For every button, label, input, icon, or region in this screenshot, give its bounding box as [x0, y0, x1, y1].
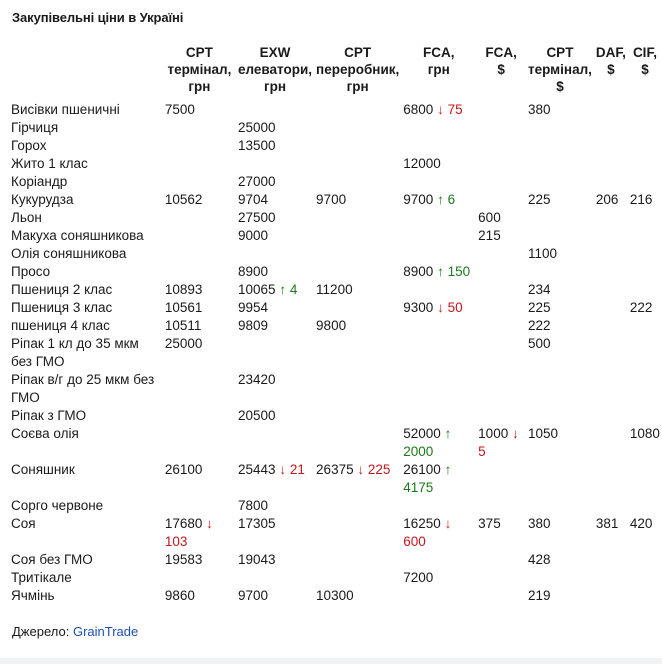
commodity-name: Ріпак 1 кл до 35 мкм без ГМО [11, 336, 139, 369]
commodity-name: Висівки пшеничні [11, 102, 120, 117]
commodity-name: Жито 1 клас [11, 156, 88, 171]
price-cell [594, 263, 628, 281]
price-cell [628, 317, 662, 335]
price-cell [476, 371, 526, 407]
price-cell [526, 371, 594, 407]
header-col-8: CIF, $ [632, 45, 657, 77]
cell-value: 52000 [403, 426, 445, 441]
header-col-6: CPT термінал, $ [527, 45, 592, 94]
table-row [8, 425, 662, 461]
price-cell: 9000 [238, 228, 269, 243]
price-cell [401, 137, 476, 155]
price-cell: 206 [595, 192, 619, 207]
price-cell: 7200 [403, 570, 434, 585]
prices-table [8, 44, 662, 605]
price-cell [401, 209, 476, 227]
price-cell [314, 173, 401, 191]
price-cell [526, 209, 594, 227]
price-cell [594, 227, 628, 245]
price-cell [314, 263, 401, 281]
header-col-7: DAF, $ [595, 45, 626, 77]
price-cell [163, 515, 236, 551]
price-cell [236, 569, 314, 587]
commodity-name: Соя без ГМО [11, 552, 93, 567]
price-cell [401, 515, 476, 551]
price-cell [401, 281, 476, 299]
price-cell: 9704 [238, 192, 269, 207]
table-body [8, 101, 662, 605]
price-cell [476, 281, 526, 299]
price-cell [628, 407, 662, 425]
price-cell [401, 551, 476, 569]
price-cell: 380 [527, 102, 551, 117]
price-cell [314, 497, 401, 515]
source-line [12, 624, 138, 639]
table-row [8, 569, 662, 587]
price-cell [163, 425, 236, 461]
price-cell [526, 407, 594, 425]
price-cell [314, 551, 401, 569]
price-cell: 11200 [316, 282, 353, 297]
cell-value: 17680 [164, 516, 207, 531]
price-cell [401, 101, 476, 119]
price-cell: 10511 [164, 318, 202, 333]
price-cell: 219 [527, 588, 551, 603]
price-cell [628, 101, 662, 119]
price-cell [314, 101, 401, 119]
commodity-name: Олія соняшникова [11, 246, 127, 261]
commodity-name: Сорго червоне [11, 498, 104, 513]
price-cell [628, 245, 662, 263]
table-row [8, 137, 662, 155]
table-row [8, 407, 662, 425]
price-cell [163, 227, 236, 245]
table-row [8, 299, 662, 317]
price-cell [594, 101, 628, 119]
price-cell [314, 569, 401, 587]
price-cell: 25000 [238, 120, 276, 135]
table-row [8, 461, 662, 497]
table-row [8, 227, 662, 245]
price-cell: 9954 [238, 300, 269, 315]
commodity-name: Макуха соняшникова [11, 228, 144, 243]
change-up: ↑ 2000 [403, 426, 452, 459]
price-cell: 9860 [164, 588, 195, 603]
price-cell [314, 209, 401, 227]
price-cell [628, 263, 662, 281]
price-cell [628, 209, 662, 227]
change-down: ↓ 103 [164, 516, 213, 549]
price-cell: 7800 [238, 498, 269, 513]
price-cell [628, 587, 662, 605]
price-cell [401, 407, 476, 425]
price-cell [314, 155, 401, 173]
price-cell [476, 569, 526, 587]
price-cell [594, 155, 628, 173]
price-cell [628, 227, 662, 245]
price-cell [163, 245, 236, 263]
commodity-name: Кукурудза [11, 192, 74, 207]
price-cell [594, 245, 628, 263]
price-cell [594, 371, 628, 407]
price-cell [314, 371, 401, 407]
cell-value: 25443 [238, 462, 280, 477]
change-up: ↑ 6 [437, 192, 456, 207]
price-cell [236, 155, 314, 173]
change-up: ↑ 4175 [403, 462, 452, 495]
change-down: ↓ 21 [279, 462, 305, 477]
price-cell [476, 137, 526, 155]
price-cell [628, 281, 662, 299]
commodity-name: Соя [11, 516, 36, 531]
header-col-2: EXW елеватори, грн [238, 45, 313, 94]
price-cell [594, 335, 628, 371]
price-cell [163, 497, 236, 515]
price-cell [401, 587, 476, 605]
price-cell [476, 425, 526, 461]
price-cell [401, 245, 476, 263]
price-cell [476, 317, 526, 335]
table-row [8, 281, 662, 299]
price-cell [314, 245, 401, 263]
price-cell [526, 173, 594, 191]
header-name [8, 44, 163, 101]
change-down: ↓ 5 [478, 426, 519, 459]
price-cell [401, 191, 476, 209]
price-cell [594, 119, 628, 137]
cell-value: 1000 [478, 426, 512, 441]
price-cell [526, 497, 594, 515]
header-col-1: CPT термінал, грн [167, 45, 232, 94]
page-title: Закупівельні ціни в Україні [12, 10, 184, 25]
price-cell: 10562 [164, 192, 203, 207]
price-cell [163, 137, 236, 155]
price-cell: 380 [527, 516, 551, 531]
price-cell: 216 [629, 192, 653, 207]
price-cell [526, 263, 594, 281]
price-cell: 23420 [238, 372, 276, 387]
price-cell: 8900 [238, 264, 269, 279]
price-cell [628, 551, 662, 569]
price-cell [476, 497, 526, 515]
price-cell [594, 209, 628, 227]
price-cell [594, 299, 628, 317]
price-cell: 225 [527, 300, 551, 315]
price-cell [236, 335, 314, 371]
price-cell: 1050 [527, 426, 559, 441]
price-cell [476, 119, 526, 137]
price-cell [526, 227, 594, 245]
table-row [8, 335, 662, 371]
commodity-name: Ячмінь [11, 588, 55, 603]
price-cell: 12000 [403, 156, 441, 171]
price-cell [628, 461, 662, 497]
source-link[interactable]: GrainTrade [72, 624, 139, 639]
price-cell [163, 173, 236, 191]
commodity-name: Соняшник [11, 462, 75, 477]
price-cell [476, 155, 526, 173]
price-cell [526, 137, 594, 155]
change-down: ↓ 50 [437, 300, 463, 315]
price-cell [401, 335, 476, 371]
price-cell [594, 497, 628, 515]
price-cell [594, 173, 628, 191]
price-cell [163, 155, 236, 173]
commodity-name: Коріандр [11, 174, 68, 189]
price-cell: 500 [527, 336, 551, 351]
price-cell [236, 425, 314, 461]
price-cell: 222 [629, 300, 653, 315]
cell-value: 6800 [403, 102, 438, 117]
price-cell: 27500 [238, 210, 276, 225]
cell-value: 26375 [316, 462, 358, 477]
source-label: Джерело: [12, 624, 70, 639]
commodity-name: Гірчиця [11, 120, 59, 135]
price-cell [401, 425, 476, 461]
change-up: ↑ 150 [437, 264, 471, 279]
price-cell [526, 119, 594, 137]
commodity-name: Ріпак з ГМО [11, 408, 87, 423]
price-cell [628, 173, 662, 191]
table-row [8, 155, 662, 173]
table-row [8, 173, 662, 191]
price-cell: 420 [629, 516, 653, 531]
price-cell: 428 [527, 552, 551, 567]
price-cell: 20500 [238, 408, 276, 423]
price-cell [476, 101, 526, 119]
price-cell [476, 263, 526, 281]
price-cell [314, 299, 401, 317]
price-cell [526, 569, 594, 587]
price-cell: 381 [595, 516, 619, 531]
commodity-name: Пшениця 3 клас [11, 300, 113, 315]
price-cell [594, 551, 628, 569]
table-row [8, 191, 662, 209]
price-cell: 19043 [238, 552, 276, 567]
cell-value: 9300 [403, 300, 438, 315]
table-row [8, 587, 662, 605]
cell-value: 8900 [403, 264, 438, 279]
price-cell [476, 191, 526, 209]
change-down: ↓ 600 [403, 516, 452, 549]
price-cell [628, 155, 662, 173]
table-row [8, 515, 662, 551]
price-cell [163, 569, 236, 587]
price-cell [594, 587, 628, 605]
table-row [8, 317, 662, 335]
price-cell [628, 137, 662, 155]
price-cell [314, 461, 401, 497]
commodity-name: пшениця 4 клас [11, 318, 110, 333]
price-cell [401, 299, 476, 317]
commodity-name: Пшениця 2 клас [11, 282, 113, 297]
price-cell [314, 515, 401, 551]
price-cell [314, 227, 401, 245]
price-cell [594, 407, 628, 425]
table-row [8, 371, 662, 407]
price-cell: 234 [527, 282, 551, 297]
price-cell: 27000 [238, 174, 276, 189]
price-cell [314, 407, 401, 425]
price-cell: 13500 [238, 138, 276, 153]
change-down: ↓ 225 [357, 462, 391, 477]
price-cell: 225 [527, 192, 551, 207]
price-cell: 1100 [527, 246, 558, 261]
price-cell [594, 317, 628, 335]
price-cell [163, 119, 236, 137]
price-cell [163, 407, 236, 425]
commodity-name: Тритікале [11, 570, 72, 585]
header-col-3: CPT переробник, грн [316, 45, 400, 94]
price-cell [401, 317, 476, 335]
price-cell [526, 155, 594, 173]
price-cell [401, 461, 476, 497]
price-cell [314, 425, 401, 461]
price-cell [594, 137, 628, 155]
price-cell [594, 425, 628, 461]
price-cell [526, 461, 594, 497]
price-cell: 9809 [238, 318, 269, 333]
change-up: ↑ 4 [279, 282, 298, 297]
cell-value: 26100 [403, 462, 445, 477]
cell-value: 16250 [403, 516, 445, 531]
price-cell [401, 227, 476, 245]
price-cell: 375 [478, 516, 501, 531]
price-cell: 600 [478, 210, 501, 225]
price-cell: 19583 [164, 552, 203, 567]
price-cell [236, 281, 314, 299]
price-cell [476, 407, 526, 425]
price-cell [401, 173, 476, 191]
price-cell [476, 461, 526, 497]
price-cell [628, 119, 662, 137]
price-cell: 10893 [164, 282, 203, 297]
table-row [8, 263, 662, 281]
price-cell [628, 371, 662, 407]
table-header-row [8, 44, 662, 101]
table-row [8, 551, 662, 569]
header-col-4: FCA, грн [422, 45, 455, 77]
header-col-5: FCA, $ [485, 45, 517, 77]
price-cell [594, 461, 628, 497]
commodity-name: Горох [11, 138, 47, 153]
commodity-name: Соєва олія [11, 426, 79, 441]
price-cell [628, 497, 662, 515]
price-cell [314, 137, 401, 155]
change-down: ↓ 75 [437, 102, 463, 117]
price-cell [476, 551, 526, 569]
price-cell [314, 119, 401, 137]
table-row [8, 497, 662, 515]
footer-bar [0, 658, 662, 664]
price-cell: 9800 [316, 318, 347, 333]
cell-value: 10065 [238, 282, 280, 297]
commodity-name: Просо [11, 264, 51, 279]
price-cell: 25000 [164, 336, 203, 351]
table-row [8, 101, 662, 119]
price-cell [476, 173, 526, 191]
table-row [8, 209, 662, 227]
price-cell [314, 335, 401, 371]
price-cell [401, 263, 476, 281]
price-cell [163, 371, 236, 407]
commodity-name: Ріпак в/г до 25 мкм без ГМО [11, 372, 155, 405]
price-cell [594, 569, 628, 587]
price-cell: 26100 [164, 462, 203, 477]
price-cell [236, 461, 314, 497]
price-cell [401, 497, 476, 515]
price-cell: 9700 [238, 588, 269, 603]
table-row [8, 119, 662, 137]
price-cell [163, 209, 236, 227]
commodity-name: Льон [11, 210, 42, 225]
price-cell [163, 263, 236, 281]
price-cell [236, 101, 314, 119]
price-cell [628, 335, 662, 371]
price-cell [594, 281, 628, 299]
price-cell: 17305 [238, 516, 276, 531]
price-cell: 9700 [316, 192, 347, 207]
price-cell [401, 119, 476, 137]
price-cell: 10561 [164, 300, 203, 315]
price-cell [628, 569, 662, 587]
price-cell [476, 335, 526, 371]
price-cell: 10300 [316, 588, 354, 603]
price-cell [236, 245, 314, 263]
price-cell: 1080 [629, 426, 660, 441]
price-cell [401, 371, 476, 407]
cell-value: 9700 [403, 192, 438, 207]
price-cell [476, 587, 526, 605]
price-cell: 215 [478, 228, 501, 243]
table-row [8, 245, 662, 263]
price-cell [476, 299, 526, 317]
price-cell: 7500 [164, 102, 195, 117]
price-cell: 222 [527, 318, 551, 333]
price-cell [476, 245, 526, 263]
